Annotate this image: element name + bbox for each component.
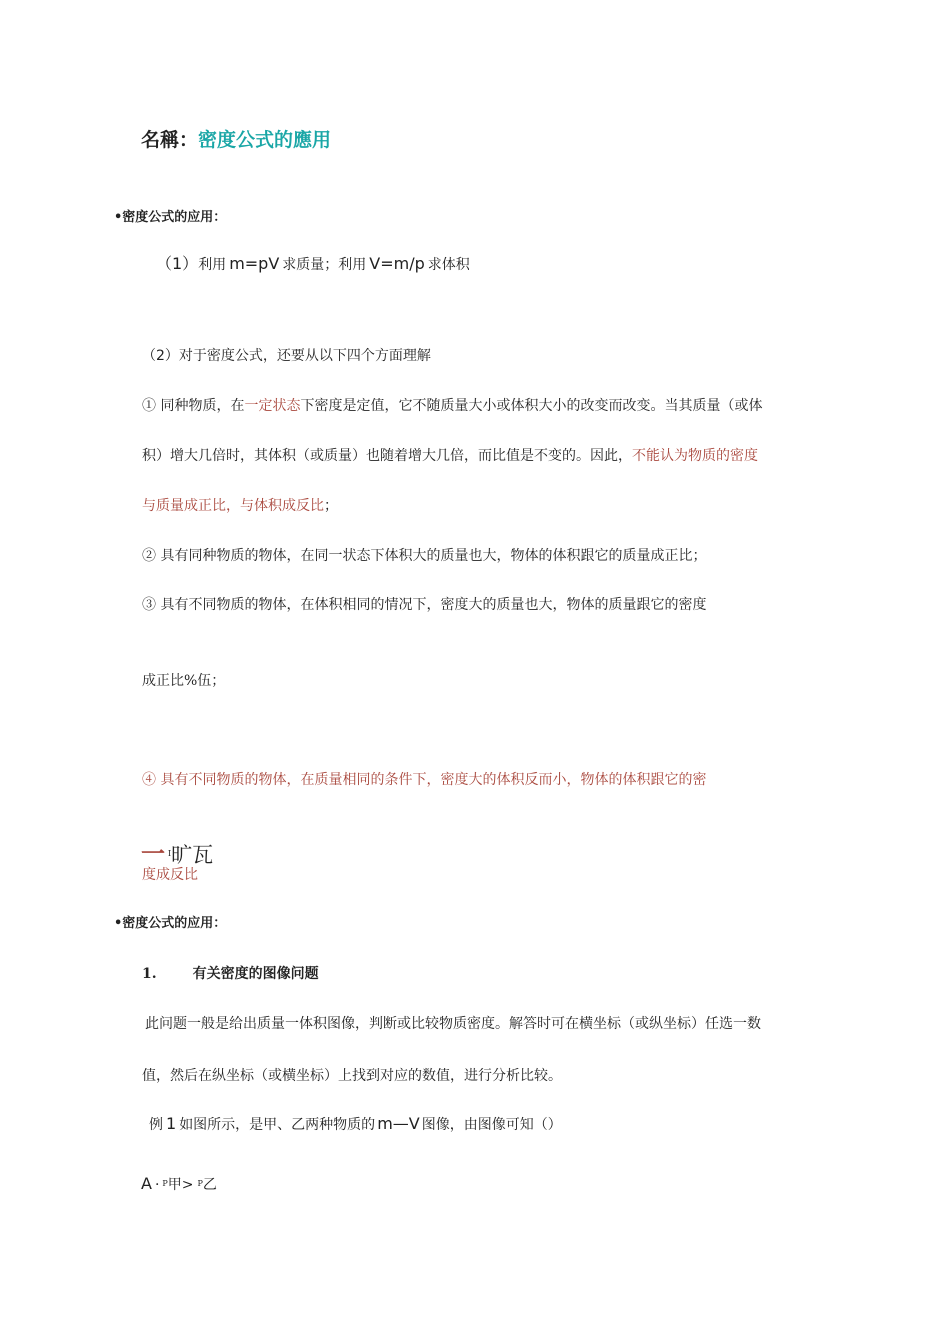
para2-line: ② 具有同种物质的物体，在同一状态下体积大的质量也大，物体的体积跟它的质量成正比； <box>142 548 707 564</box>
option-a-dot: · <box>154 1177 160 1193</box>
item2-text: 对于密度公式，还要从以下四个方面理解 <box>178 348 431 364</box>
item2-line <box>142 346 431 366</box>
item1-text3: 求体积 <box>427 257 470 273</box>
para4-large-text: 旷瓦 <box>171 843 214 867</box>
para1-highlight-b: 不能认为物质的密度 <box>632 448 758 464</box>
item1-number: （1） <box>156 254 199 273</box>
section2-sub-text: 有关密度的图像问题 <box>192 966 319 982</box>
option-a-sup2: P <box>197 1179 203 1188</box>
para1-highlight-c: 与质量成正比，与体积成反比 <box>142 498 324 514</box>
example-prefix: 例 <box>149 1117 163 1133</box>
para1-line2 <box>142 446 758 466</box>
option-a-sup1: P <box>162 1179 168 1188</box>
section2-para-line2: 值，然后在纵坐标（或横坐标）上找到对应的数值，进行分析比较。 <box>142 1068 562 1084</box>
para3-line2: 成正比%伍； <box>142 673 226 689</box>
para1-highlight-a: 一定状态 <box>244 398 301 414</box>
option-a-letter: A <box>141 1174 152 1193</box>
para1-text-d: ； <box>324 498 338 514</box>
section2-heading: •密度公式的应用： <box>114 916 227 931</box>
item1-formula1: m=pV <box>229 254 280 273</box>
title-label: 名稱： <box>141 129 199 151</box>
item1-formula2: V=m/p <box>369 254 425 273</box>
page-title <box>141 127 331 153</box>
para4-line2: 度成反比 <box>142 867 198 883</box>
title-value: 密度公式的應用 <box>198 129 332 151</box>
para4-dash: 一 <box>141 839 165 868</box>
section2-sub-number: 1. <box>142 966 157 982</box>
item1-text2: 求质量；利用 <box>282 257 367 273</box>
para1-text-a: ① 同种物质，在 <box>142 398 245 414</box>
option-a <box>141 1173 217 1196</box>
para1-line1 <box>142 396 762 416</box>
example-line <box>149 1113 562 1136</box>
para1-text-c: 积）增大几倍时，其体积（或质量）也随着增大几倍，而比值是不变的。因此， <box>142 448 632 464</box>
item2-number: （2） <box>142 348 179 364</box>
example-number: 1 <box>166 1114 177 1133</box>
item1-text1: 利用 <box>198 257 227 273</box>
option-a-text2: 乙 <box>202 1177 217 1193</box>
section2-para-line1: 此问题一般是给出质量一体积图像，判断或比较物质密度。解答时可在横坐标（或纵坐标）任选一数 <box>145 1016 761 1032</box>
para1-text-b: 下密度是定值，它不随质量大小或体积大小的改变而改变。当其质量（或体 <box>300 398 763 414</box>
example-text-end: 图像，由图像可知（） <box>421 1117 562 1133</box>
item1-line <box>156 253 470 276</box>
para4-superscript: I <box>168 849 172 858</box>
example-formula: m—V <box>377 1114 420 1133</box>
section2-subheading <box>142 964 319 984</box>
para1-line3 <box>142 496 338 516</box>
para3-line1: ③ 具有不同物质的物体，在体积相同的情况下，密度大的质量也大，物体的质量跟它的密度 <box>142 597 707 613</box>
option-a-text1: 甲> <box>167 1177 194 1193</box>
para4-line1: ④ 具有不同物质的物体，在质量相同的条件下，密度大的体积反而小，物体的体积跟它的密 <box>142 772 707 788</box>
section1-heading: •密度公式的应用： <box>114 210 227 225</box>
example-text: 如图所示，是甲、乙两种物质的 <box>179 1117 376 1133</box>
